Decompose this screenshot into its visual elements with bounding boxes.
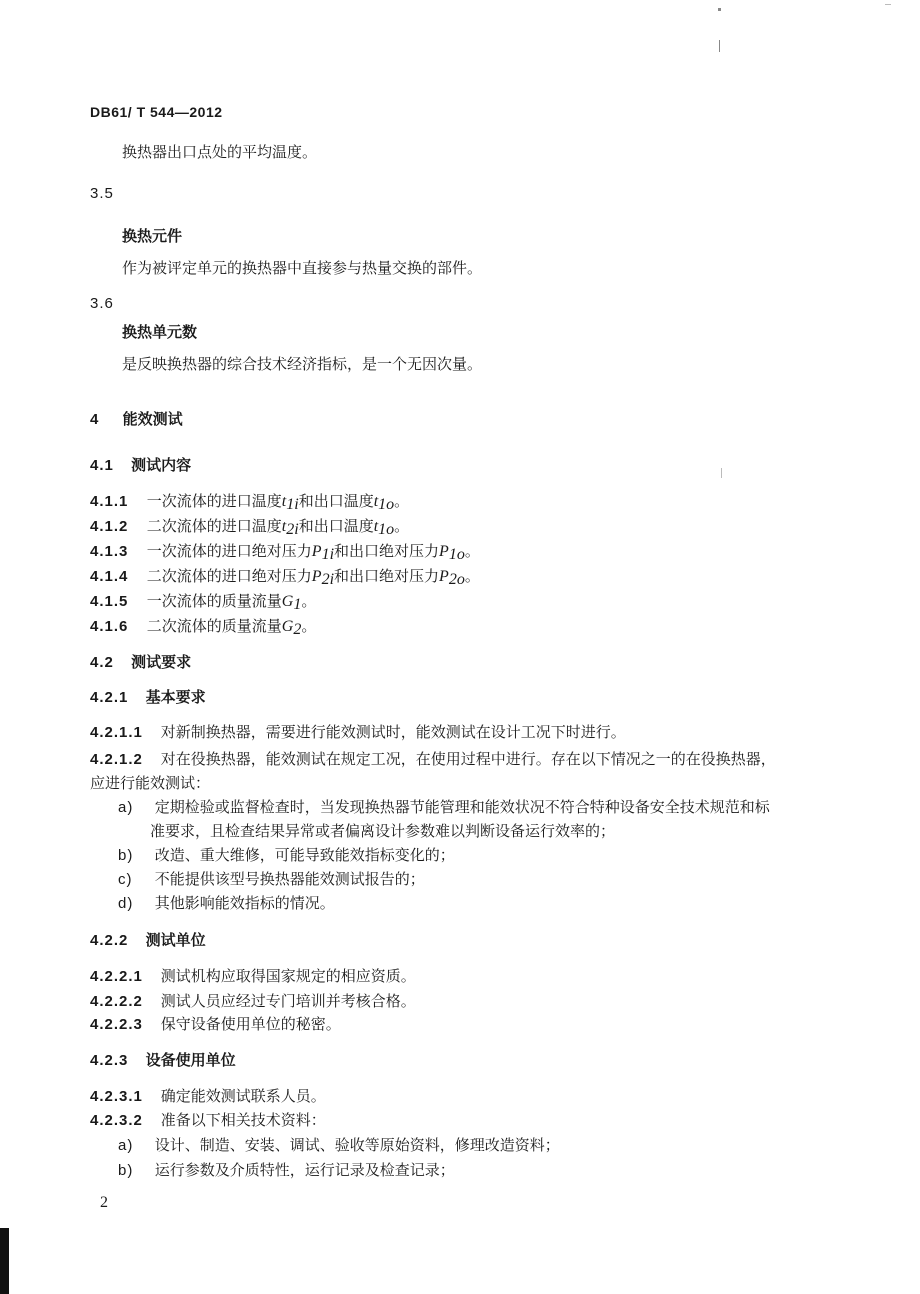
clause-text: 测试人员应经过专门培训并考核合格。 <box>160 992 416 1010</box>
subsection-heading <box>90 455 191 476</box>
clause-paragraph <box>90 749 776 770</box>
subsection-heading <box>90 687 206 708</box>
item-number: 4.1.3 <box>90 543 129 560</box>
variable-symbol: P <box>311 543 322 560</box>
clause-number: 3.5 <box>90 185 114 202</box>
subsection-heading <box>90 652 191 673</box>
list-text: 其他影响能效指标的情况。 <box>154 894 335 912</box>
item-number: 4.1.1 <box>90 493 129 510</box>
item-text: 。 <box>464 567 480 585</box>
list-text: 改造、重大维修，可能导致能效指标变化的； <box>154 846 455 864</box>
item-text: 一次流体的进口绝对压力 <box>146 542 312 560</box>
variable-subscript: 1o <box>378 496 395 513</box>
subsection-title: 设备使用单位 <box>145 1051 236 1069</box>
list-item-c <box>118 869 425 890</box>
clause-number: 4.2.1.1 <box>90 724 143 741</box>
list-marker: a) <box>118 1137 134 1154</box>
variable-symbol: G <box>281 593 294 610</box>
variable-symbol: P <box>311 568 322 585</box>
list-item-b <box>118 845 455 866</box>
scan-speck <box>721 468 722 478</box>
definition-text: 换热器出口点处的平均温度。 <box>122 143 318 161</box>
list-item <box>90 616 316 637</box>
list-item <box>90 566 480 587</box>
item-text: 二次流体的进口温度 <box>146 517 282 535</box>
clause-number: 4.2.3.2 <box>90 1112 143 1129</box>
clause-number: 4.2.1.2 <box>90 751 143 768</box>
clause-text: 准备以下相关技术资料： <box>160 1111 326 1129</box>
item-text: 和出口绝对压力 <box>334 542 440 560</box>
variable-subscript: 2i <box>321 571 335 588</box>
clause-paragraph <box>90 722 626 743</box>
item-text: 和出口温度 <box>298 492 374 510</box>
list-marker: c) <box>118 871 133 888</box>
scan-speck <box>718 8 721 11</box>
item-text: 。 <box>301 617 317 635</box>
term-title: 换热元件 <box>122 227 183 245</box>
item-text: 。 <box>394 492 410 510</box>
variable-symbol: t <box>281 518 287 535</box>
variable-subscript: 1i <box>286 496 299 513</box>
list-item <box>90 591 316 612</box>
page-number: 2 <box>100 1194 108 1211</box>
variable-symbol: P <box>439 568 449 585</box>
clause-number: 4.2.2.1 <box>90 968 143 985</box>
section-heading <box>90 409 183 430</box>
list-marker: b) <box>118 1162 134 1179</box>
subsection-number: 4.2 <box>90 654 114 671</box>
scan-speck <box>885 4 891 5</box>
variable-subscript: 1o <box>378 521 395 538</box>
item-text: 。 <box>464 542 480 560</box>
scan-speck <box>719 40 720 52</box>
variable-subscript: 2i <box>286 521 299 538</box>
list-text: 不能提供该型号换热器能效测试报告的； <box>154 870 425 888</box>
clause-paragraph <box>90 1086 326 1107</box>
item-text: 。 <box>301 592 317 610</box>
list-marker: b) <box>118 847 134 864</box>
clause-paragraph <box>90 991 416 1012</box>
clause-text: 对在役换热器，能效测试在规定工况，在使用过程中进行。存在以下情况之一的在役换热器， <box>160 750 776 768</box>
variable-symbol: G <box>281 618 294 635</box>
variable-subscript: 1o <box>448 546 465 563</box>
variable-subscript: 1i <box>321 546 335 563</box>
list-item-d <box>118 893 335 914</box>
variable-symbol: t <box>281 493 287 510</box>
subsection-number: 4.1 <box>90 457 114 474</box>
variable-subscript: 2o <box>448 571 465 588</box>
item-text: 和出口绝对压力 <box>334 567 440 585</box>
item-text: 。 <box>394 517 410 535</box>
item-text: 二次流体的进口绝对压力 <box>146 567 312 585</box>
clause-text: 确定能效测试联系人员。 <box>160 1087 326 1105</box>
list-item <box>90 541 480 562</box>
subsection-title: 基本要求 <box>145 688 206 706</box>
clause-text: 对新制换热器，需要进行能效测试时，能效测试在设计工况下时进行。 <box>160 723 626 741</box>
subsection-number: 4.2.2 <box>90 932 129 949</box>
variable-subscript: 1 <box>293 596 302 613</box>
variable-symbol: t <box>373 518 379 535</box>
document-code-header: DB61/ T 544—2012 <box>90 104 223 120</box>
variable-symbol: P <box>439 543 449 560</box>
clause-text: 保守设备使用单位的秘密。 <box>160 1015 341 1033</box>
item-text: 二次流体的质量流量 <box>146 617 282 635</box>
list-item <box>90 491 409 512</box>
item-number: 4.1.6 <box>90 618 129 635</box>
list-text: 定期检验或监督检查时，当发现换热器节能管理和能效状况不符合特种设备安全技术规范和标 <box>154 798 770 816</box>
section-title: 能效测试 <box>122 410 183 428</box>
item-number: 4.1.2 <box>90 518 129 535</box>
list-item-a <box>118 1135 560 1156</box>
definition-text: 作为被评定单元的换热器中直接参与热量交换的部件。 <box>122 259 483 277</box>
variable-subscript: 2 <box>293 621 302 638</box>
section-number: 4 <box>90 411 100 428</box>
list-text-continuation: 准要求，且检查结果异常或者偏离设计参数难以判断设备运行效率的； <box>150 822 616 840</box>
list-item-a <box>118 797 770 818</box>
clause-paragraph <box>90 1110 326 1131</box>
scan-edge-bar <box>0 1228 9 1294</box>
subsection-number: 4.2.3 <box>90 1052 129 1069</box>
list-text: 运行参数及介质特性，运行记录及检查记录； <box>154 1161 455 1179</box>
clause-text-continuation: 应进行能效测试： <box>90 774 211 792</box>
list-text: 设计、制造、安装、调试、验收等原始资料，修理改造资料； <box>154 1136 560 1154</box>
list-item <box>90 516 409 537</box>
definition-text: 是反映换热器的综合技术经济指标，是一个无因次量。 <box>122 355 483 373</box>
subsection-heading <box>90 1050 236 1071</box>
clause-number: 4.2.2.3 <box>90 1016 143 1033</box>
variable-symbol: t <box>373 493 379 510</box>
item-text: 一次流体的质量流量 <box>146 592 282 610</box>
term-title: 换热单元数 <box>122 323 198 341</box>
subsection-number: 4.2.1 <box>90 689 129 706</box>
clause-paragraph <box>90 1014 341 1035</box>
clause-text: 测试机构应取得国家规定的相应资质。 <box>160 967 416 985</box>
item-text: 一次流体的进口温度 <box>146 492 282 510</box>
subsection-title: 测试要求 <box>131 653 192 671</box>
subsection-heading <box>90 930 206 951</box>
subsection-title: 测试单位 <box>145 931 206 949</box>
subsection-title: 测试内容 <box>131 456 192 474</box>
item-number: 4.1.5 <box>90 593 129 610</box>
list-item-b <box>118 1160 455 1181</box>
item-text: 和出口温度 <box>298 517 374 535</box>
list-marker: d) <box>118 895 134 912</box>
item-number: 4.1.4 <box>90 568 129 585</box>
clause-number: 4.2.2.2 <box>90 993 143 1010</box>
clause-number: 4.2.3.1 <box>90 1088 143 1105</box>
list-marker: a) <box>118 799 134 816</box>
clause-paragraph <box>90 966 416 987</box>
clause-number: 3.6 <box>90 295 114 312</box>
